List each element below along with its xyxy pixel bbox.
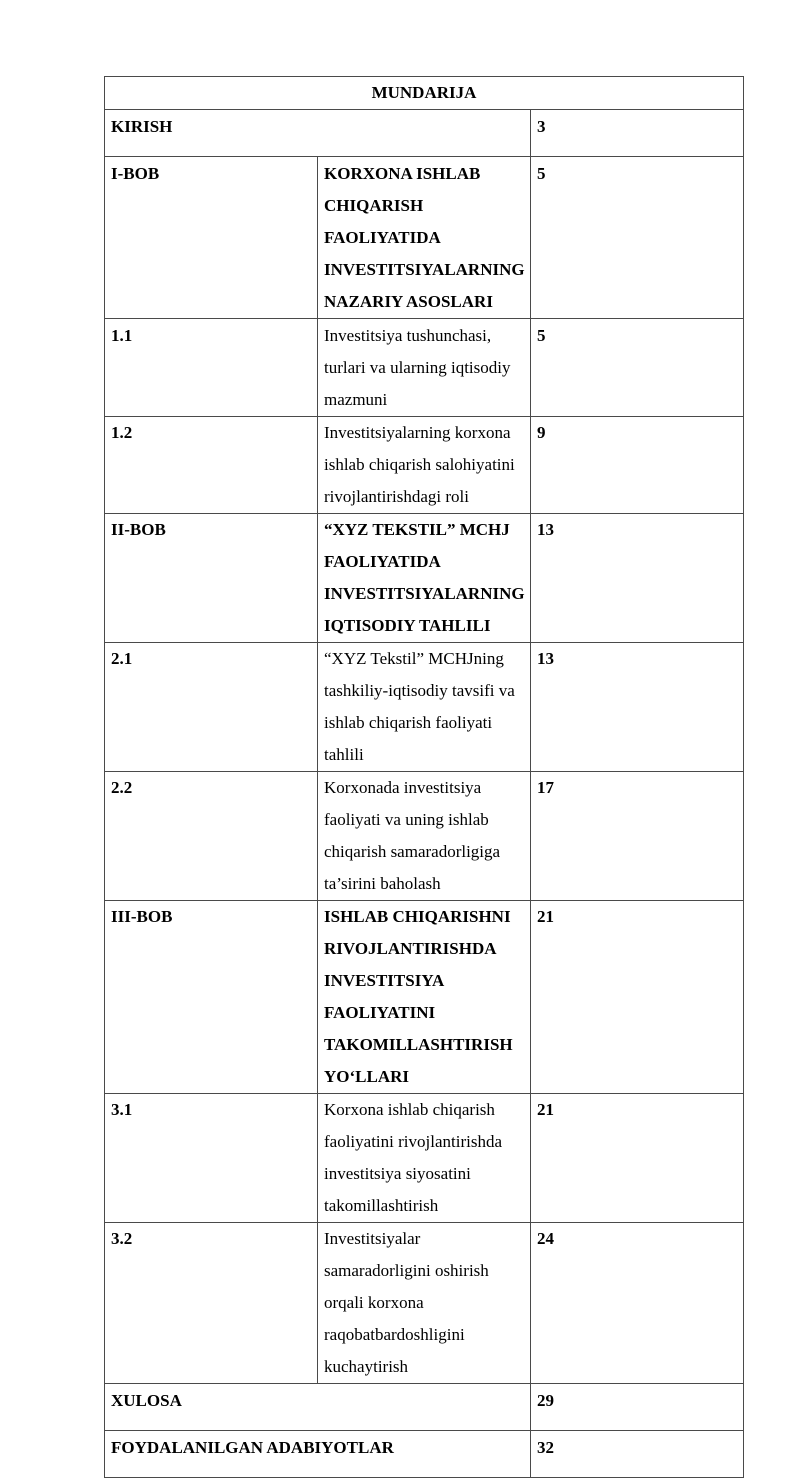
toc-row-number: 2.1 [105,643,318,772]
toc-row-section-1-2 [105,417,744,514]
toc-row-title: ISHLAB CHIQARISHNI RIVOJLANTIRISHDA INVESTITSIYA FAOLIYATINI TAKOMILLASHTIRISH YO‘LLARI [318,901,531,1094]
toc-row-number: 3.2 [105,1223,318,1384]
toc-row-page: 24 [531,1223,744,1384]
toc-row-intro [105,110,744,157]
toc-row-page: 13 [531,514,744,643]
toc-intro-page: 3 [531,110,744,157]
toc-heading: MUNDARIJA [105,77,744,110]
toc-row-title: Korxonada investitsiya faoliyati va uning ishlab chiqarish samaradorligiga ta’sirini baholash [318,772,531,901]
toc-row-page: 21 [531,901,744,1094]
toc-row-title: Investitsiyalar samaradorligini oshirish orqali korxona raqobatbardoshligini kuchaytirish [318,1223,531,1384]
toc-references-title: FOYDALANILGAN ADABIYOTLAR [105,1431,531,1478]
toc-row-number: 2.2 [105,772,318,901]
toc-row-chapter-1 [105,157,744,319]
toc-row-title: “XYZ TEKSTIL” MCHJ FAOLIYATIDA INVESTITSIYALARNING IQTISODIY TAHLILI [318,514,531,643]
toc-row-chapter-3 [105,901,744,1094]
toc-row-page: 5 [531,157,744,319]
toc-row-chapter-2 [105,514,744,643]
toc-row-section-3-2 [105,1223,744,1384]
toc-row-title: Investitsiyalarning korxona ishlab chiqarish salohiyatini rivojlantirishdagi roli [318,417,531,514]
toc-row-page: 17 [531,772,744,901]
table-of-contents [104,76,744,1478]
toc-conclusion-title: XULOSA [105,1384,531,1431]
toc-row-section-2-1 [105,643,744,772]
toc-row-section-1-1 [105,319,744,417]
toc-row-title: Investitsiya tushunchasi, turlari va ularning iqtisodiy mazmuni [318,319,531,417]
toc-row-page: 9 [531,417,744,514]
toc-row-title: “XYZ Tekstil” MCHJning tashkiliy-iqtisodiy tavsifi va ishlab chiqarish faoliyati tahlili [318,643,531,772]
toc-row-title: Korxona ishlab chiqarish faoliyatini rivojlantirishda investitsiya siyosatini takomillashtirish [318,1094,531,1223]
toc-row-number: II-BOB [105,514,318,643]
toc-heading-row [105,77,744,110]
toc-row-number: III-BOB [105,901,318,1094]
toc-intro-title: KIRISH [105,110,531,157]
toc-row-number: 1.1 [105,319,318,417]
toc-row-conclusion [105,1384,744,1431]
toc-row-section-2-2 [105,772,744,901]
toc-references-page: 32 [531,1431,744,1478]
toc-row-number: 3.1 [105,1094,318,1223]
toc-row-page: 21 [531,1094,744,1223]
toc-row-page: 5 [531,319,744,417]
toc-row-page: 13 [531,643,744,772]
toc-conclusion-page: 29 [531,1384,744,1431]
toc-row-section-3-1 [105,1094,744,1223]
toc-row-number: 1.2 [105,417,318,514]
toc-row-title: KORXONA ISHLAB CHIQARISH FAOLIYATIDA INVESTITSIYALARNING NAZARIY ASOSLARI [318,157,531,319]
toc-row-number: I-BOB [105,157,318,319]
toc-row-references [105,1431,744,1478]
